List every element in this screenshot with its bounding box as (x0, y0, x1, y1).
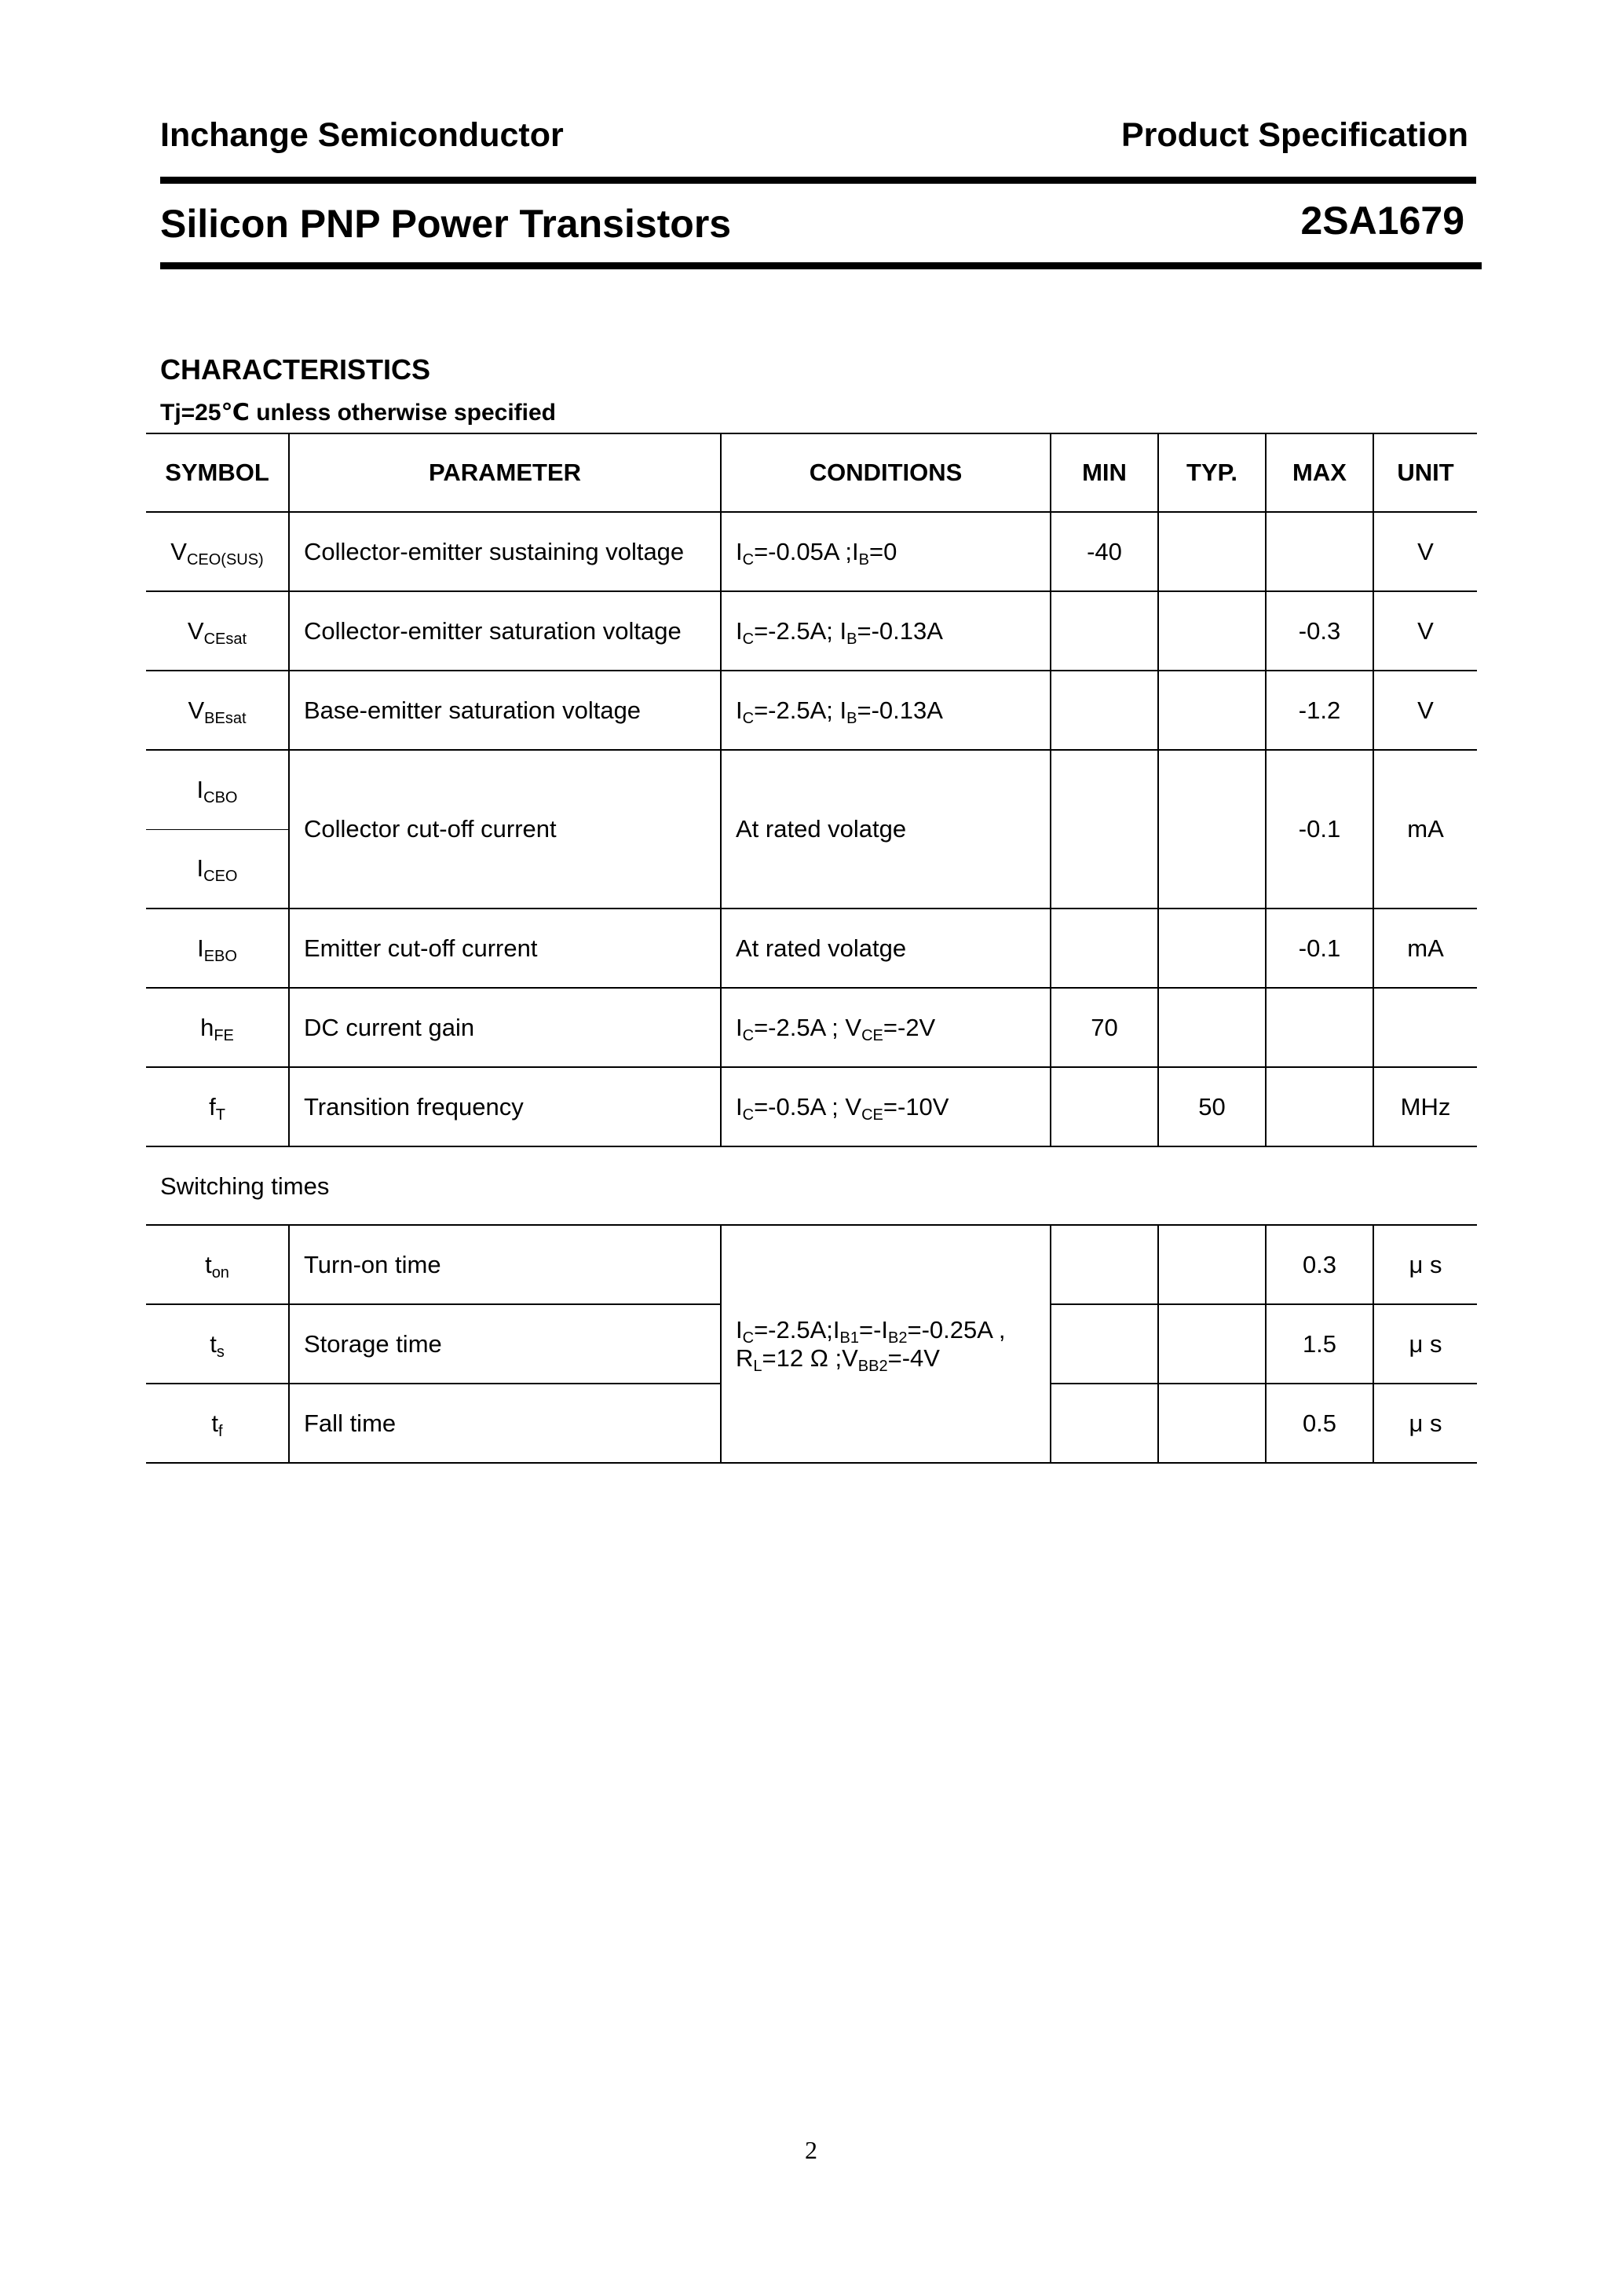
table-row (146, 1225, 1477, 1304)
min-cell (1051, 750, 1158, 909)
min-cell (1051, 1225, 1158, 1304)
column-header: CONDITIONS (721, 433, 1051, 512)
max-cell (1266, 988, 1373, 1067)
unit-cell: V (1373, 591, 1477, 671)
symbol-cell: $V_{CEO(SUS)}$ (146, 512, 289, 591)
company-name: Inchange Semiconductor (160, 116, 564, 154)
parameter-cell: Storage time (289, 1304, 721, 1384)
part-number: 2SA1679 (1300, 199, 1464, 243)
conditions-cell: $I_C=-2.5A$; $I_B=-0.13A$ (721, 591, 1051, 671)
unit-cell (1373, 988, 1477, 1067)
table-row (146, 1067, 1477, 1146)
max-cell: -1.2 (1266, 671, 1373, 750)
page-number: 2 (805, 2136, 817, 2164)
typ-cell (1158, 1225, 1266, 1304)
symbol-cell: $I_{EBO}$ (146, 909, 289, 988)
unit-cell: V (1373, 671, 1477, 750)
min-cell (1051, 1384, 1158, 1463)
header-rule (160, 177, 1476, 184)
parameter-cell: Transition frequency (289, 1067, 721, 1146)
typ-cell (1158, 671, 1266, 750)
parameter-cell: Base-emitter saturation voltage (289, 671, 721, 750)
conditions-cell: $I_C=-2.5A$ ; $V_{CE}=-2V$ (721, 988, 1051, 1067)
table-row (146, 988, 1477, 1067)
unit-cell: MHz (1373, 1067, 1477, 1146)
conditions-cell: $I_C=-2.5A$; $I_B=-0.13A$ (721, 671, 1051, 750)
typ-cell (1158, 1384, 1266, 1463)
unit-cell: mA (1373, 909, 1477, 988)
title-rule (160, 262, 1482, 269)
parameter-cell: Fall time (289, 1384, 721, 1463)
column-header: MIN (1051, 433, 1158, 512)
parameter-cell: Turn-on time (289, 1225, 721, 1304)
unit-cell: μ s (1373, 1304, 1477, 1384)
max-cell (1266, 1067, 1373, 1146)
parameter-cell: Collector-emitter saturation voltage (289, 591, 721, 671)
max-cell (1266, 512, 1373, 591)
column-header: UNIT (1373, 433, 1477, 512)
table-row (146, 512, 1477, 591)
conditions-cell: At rated volatge (721, 909, 1051, 988)
unit-cell: V (1373, 512, 1477, 591)
unit-cell: μ s (1373, 1384, 1477, 1463)
typ-cell (1158, 988, 1266, 1067)
min-cell (1051, 1067, 1158, 1146)
symbol-cell: $t_{on}$ (146, 1225, 289, 1304)
typ-cell (1158, 591, 1266, 671)
symbol-cell: $h_{FE}$ (146, 988, 289, 1067)
symbol-cell: $t_s$ (146, 1304, 289, 1384)
typ-cell (1158, 512, 1266, 591)
symbol-cell: $t_f$ (146, 1384, 289, 1463)
product-line-title: Silicon PNP Power Transistors (160, 202, 732, 246)
column-header: TYP. (1158, 433, 1266, 512)
max-cell: 0.3 (1266, 1225, 1373, 1304)
column-header: SYMBOL (146, 433, 289, 512)
column-header: PARAMETER (289, 433, 721, 512)
characteristics-table (146, 433, 1477, 1147)
min-cell (1051, 591, 1158, 671)
min-cell (1051, 909, 1158, 988)
typ-cell (1158, 909, 1266, 988)
parameter-cell: Collector-emitter sustaining voltage (289, 512, 721, 591)
max-cell: -0.3 (1266, 591, 1373, 671)
column-header: MAX (1266, 433, 1373, 512)
table-row (146, 750, 1477, 829)
table-row (146, 909, 1477, 988)
table-row (146, 591, 1477, 671)
section-title: CHARACTERISTICS (160, 353, 431, 386)
symbol-cell: $f_T$ (146, 1067, 289, 1146)
typ-cell: 50 (1158, 1067, 1266, 1146)
symbol-cell: $V_{BEsat}$ (146, 671, 289, 750)
min-cell: -40 (1051, 512, 1158, 591)
conditions-cell: $I_C=-2.5A;I_{B1}=-I_{B2}=-0.25A$ , $R_L=12$ Ω $;V_{BB2}=-4V$ (721, 1225, 1051, 1463)
symbol-cell: $I_{CEO}$ (146, 829, 289, 909)
unit-cell: μ s (1373, 1225, 1477, 1304)
table-row (146, 671, 1477, 750)
max-cell: 1.5 (1266, 1304, 1373, 1384)
symbol-cell: $I_{CBO}$ (146, 750, 289, 829)
min-cell: 70 (1051, 988, 1158, 1067)
symbol-cell: $V_{CEsat}$ (146, 591, 289, 671)
max-cell: -0.1 (1266, 909, 1373, 988)
parameter-cell: Collector cut-off current (289, 750, 721, 909)
table-header-row (146, 433, 1477, 512)
typ-cell (1158, 750, 1266, 909)
switching-table (146, 1224, 1477, 1464)
conditions-cell: $I_C=-0.5A$ ; $V_{CE}=-10V$ (721, 1067, 1051, 1146)
typ-cell (1158, 1304, 1266, 1384)
max-cell: 0.5 (1266, 1384, 1373, 1463)
unit-cell: mA (1373, 750, 1477, 909)
test-condition: Tj=25℃ unless otherwise specified (160, 400, 557, 426)
min-cell (1051, 1304, 1158, 1384)
max-cell: -0.1 (1266, 750, 1373, 909)
parameter-cell: DC current gain (289, 988, 721, 1067)
conditions-cell: $I_C=-0.05A$ $;I_B=0$ (721, 512, 1051, 591)
switching-times-label: Switching times (160, 1172, 330, 1200)
parameter-cell: Emitter cut-off current (289, 909, 721, 988)
min-cell (1051, 671, 1158, 750)
document-type: Product Specification (1120, 116, 1468, 154)
conditions-cell: At rated volatge (721, 750, 1051, 909)
